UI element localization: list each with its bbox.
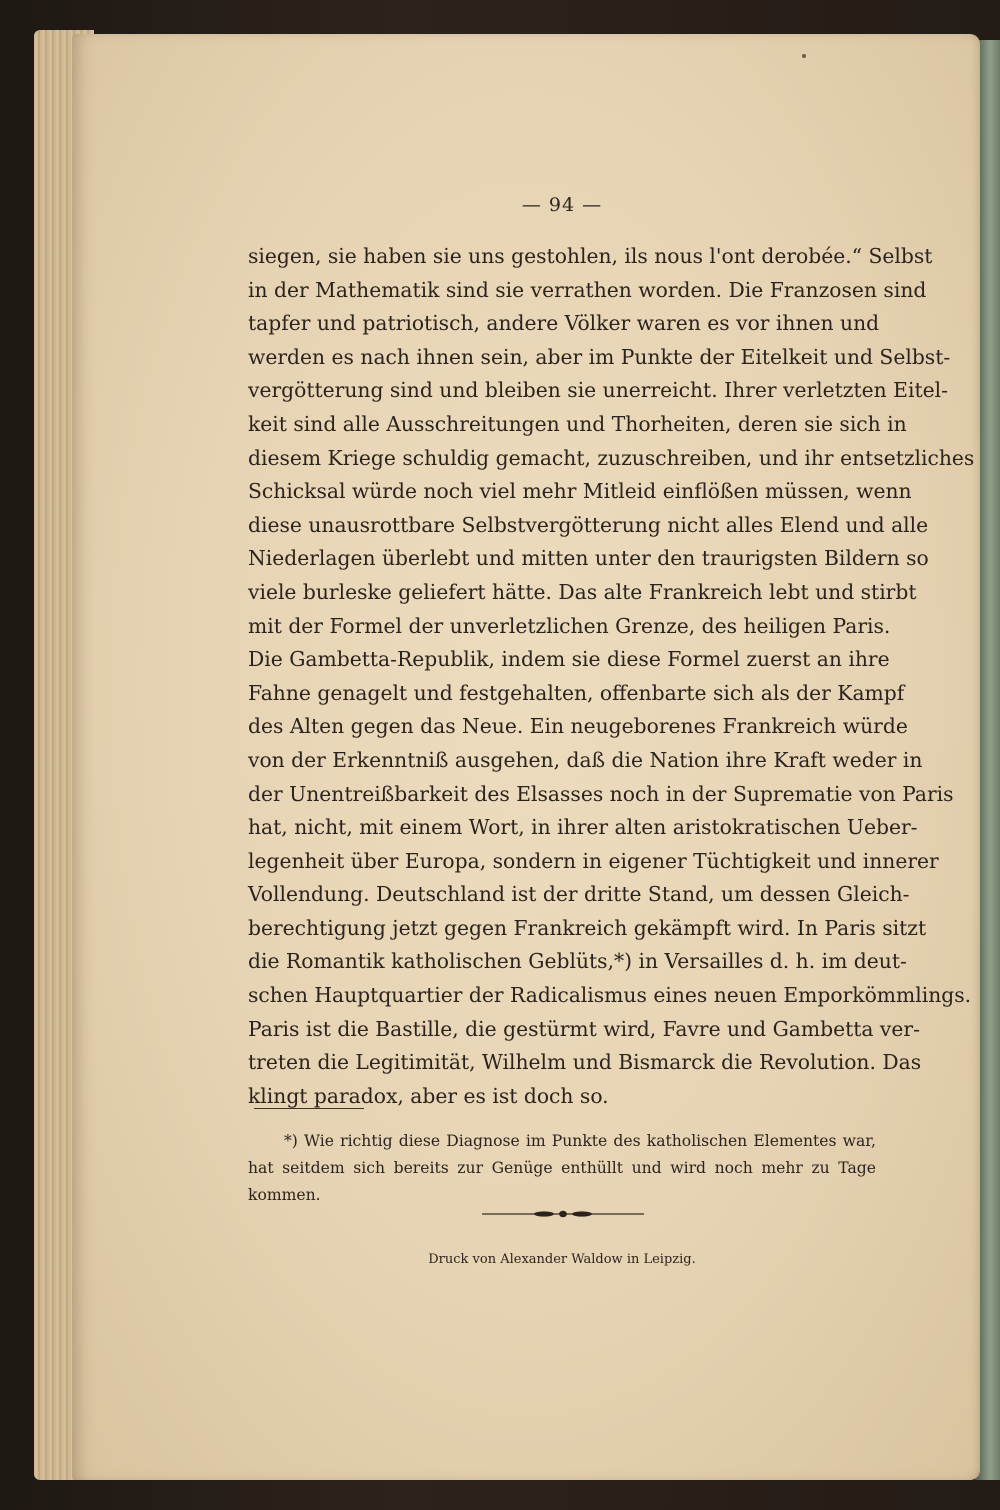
- body-line: viele burleske geliefert hätte. Das alte Frankreich lebt und stirbt: [248, 579, 917, 604]
- body-line: Vollendung. Deutschland ist der dritte Stand, um dessen Gleich-: [248, 882, 910, 907]
- body-line: siegen, sie haben sie uns gestohlen, ils nous l'ont derobée.“ Selbst: [248, 244, 933, 268]
- footnote-separator: [254, 1108, 364, 1109]
- body-line: hat, nicht, mit einem Wort, in ihrer alten aristokratischen Ueber-: [248, 815, 918, 840]
- body-line: in der Mathematik sind sie verrathen worden. Die Franzosen sind: [248, 277, 927, 302]
- body-line: Fahne genagelt und festgehalten, offenbarte sich als der Kampf: [248, 680, 905, 705]
- printer-imprint: Druck von Alexander Waldow in Leipzig.: [428, 1252, 696, 1267]
- body-line: vergötterung sind und bleiben sie unerreicht. Ihrer verletzten Eitel-: [248, 378, 948, 403]
- ornament-rule: [482, 1205, 644, 1223]
- body-line: legenheit über Europa, sondern in eigener Tüchtigkeit und innerer: [248, 848, 939, 873]
- body-line: Niederlagen überlebt und mitten unter den traurigsten Bildern so: [248, 546, 929, 571]
- page-number: — 94 —: [521, 194, 603, 216]
- body-line: berechtigung jetzt gegen Frankreich gekämpft wird. In Paris sitzt: [248, 915, 927, 940]
- body-line: Paris ist die Bastille, die gestürmt wird, Favre und Gambetta ver-: [248, 1016, 920, 1041]
- footnote: [248, 1128, 876, 1209]
- body-line: keit sind alle Ausschreitungen und Thorheiten, deren sie sich in: [248, 411, 907, 436]
- body-line: mit der Formel der unverletzlichen Grenze, des heiligen Paris.: [248, 613, 891, 638]
- body-line: werden es nach ihnen sein, aber im Punkte der Eitelkeit und Selbst-: [248, 344, 951, 369]
- footnote-line: *) Wie richtig diese Diagnose im Punkte des katholischen Elementes war,: [284, 1132, 876, 1150]
- body-line: die Romantik katholischen Geblüts,*) in Versailles d. h. im deut-: [248, 949, 907, 974]
- body-line: von der Erkenntniß ausgehen, daß die Nation ihre Kraft weder in: [248, 747, 923, 772]
- body-line: treten die Legitimität, Wilhelm und Bismarck die Revolution. Das: [248, 1050, 922, 1075]
- body-line: des Alten gegen das Neue. Ein neugeborenes Frankreich würde: [248, 714, 908, 739]
- body-line: klingt paradox, aber es ist doch so.: [248, 1083, 609, 1108]
- body-line: schen Hauptquartier der Radicalismus eines neuen Emporkömmlings.: [248, 983, 972, 1008]
- body-line: tapfer und patriotisch, andere Völker waren es vor ihnen und: [248, 311, 880, 336]
- footnote-line: kommen.: [248, 1186, 321, 1204]
- footnote-line: hat seitdem sich bereits zur Genüge enthüllt und wird noch mehr zu Tage: [248, 1159, 876, 1177]
- body-line: der Unentreißbarkeit des Elsasses noch in der Suprematie von Paris: [248, 781, 954, 806]
- body-line: diesem Kriege schuldig gemacht, zuzuschreiben, und ihr entsetzliches: [248, 445, 975, 470]
- body-line: Die Gambetta-Republik, indem sie diese Formel zuerst an ihre: [248, 647, 890, 672]
- body-line: Schicksal würde noch viel mehr Mitleid einflößen müssen, wenn: [248, 479, 912, 504]
- paper-speck: [802, 54, 806, 58]
- body-line: diese unausrottbare Selbstvergötterung nicht alles Elend und alle: [248, 512, 929, 537]
- body-text: [248, 240, 975, 1113]
